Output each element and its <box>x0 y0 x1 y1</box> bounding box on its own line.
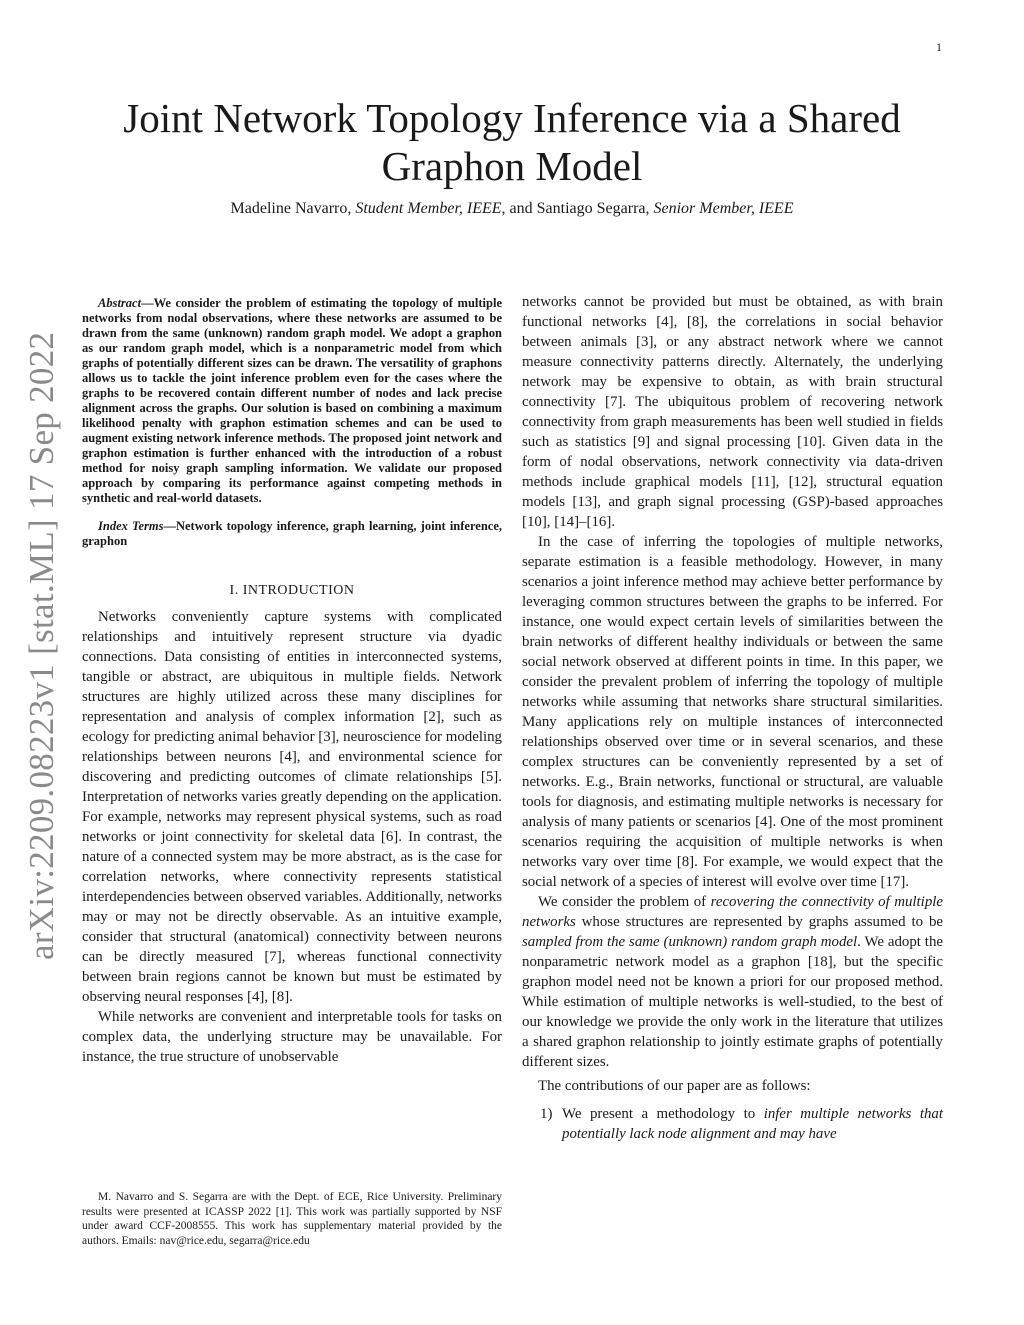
right-paragraph-2: In the case of inferring the topologies of multiple networks, separate estimation is a feasible methodology. However, in many scenarios a joint inference method may achieve better performance by leveraging common structures between the graphs to be inferred. For instance, one would expect certain levels of similarities between the brain networks of different healthy individuals or between the same social network observed at different points in time. In this paper, we consider the prevalent problem of inferring the topology of multiple networks while assuming that networks share structural similarities. Many applications rely on multiple instances of interconnected relationships observed over time or in several scenarios, and these complex structures can be conveniently represented by a set of networks. E.g., Brain networks, functional or structural, are valuable tools for diagnosis, and estimating multiple networks is necessary for analysis of many patients or scenarios [4]. One of the most prominent scenarios requiring the acquisition of multiple networks is when networks vary over time [8]. For example, we would expect that the social network of a species of interest will evolve over time [17]. <box>522 534 943 890</box>
contributions-intro: The contributions of our paper are as follows: <box>538 1078 811 1094</box>
list-emphasis: infer multiple networks that potentially lack node alignment and may have <box>562 1106 944 1142</box>
right-paragraph-3 <box>522 892 943 1072</box>
paper-title: Joint Network Topology Inference via a Shared Graphon Model <box>123 95 901 189</box>
index-terms-text: —Network topology inference, graph learning, joint inference, graphon <box>82 519 502 548</box>
index-terms <box>82 519 502 549</box>
author-1-role: Student Member, IEEE <box>355 200 502 217</box>
author-line <box>60 198 964 220</box>
intro-paragraph-1: Networks conveniently capture systems with complicated relationships and intuitively represent structure via dyadic connections. Data consisting of entities in interconnected systems, tangible or abstract, are ubiquitous in multiple fields. Network structures are highly utilized across these many disciplines for representation and analysis of complex information [2], such as ecology for predicting animal behavior [3], neuroscience for modeling relationships between neurons [4], and environmental science for discovering and predicting outcomes of climate relationships [5]. Interpretation of networks varies greatly depending on the application. For example, networks may represent physical systems, such as road networks or joint connectivity for skeletal data [6]. In contrast, the nature of a connected system may be more abstract, as is the case for correlation networks, where connectivity represents statistical interdependencies between observed variables. Additionally, networks may or may not be directly observable. As an intuitive example, consider that structural (anatomical) connectivity between neurons can be directly measured [7], whereas functional connectivity between brain regions cannot be known but must be estimated by observing neural responses [4], [8]. <box>82 609 502 1005</box>
right-paragraph-1: networks cannot be provided but must be obtained, as with brain functional networks [4], [8], the correlations in social behavior between animals [3], or any abstract network where we cannot measure connectivity patterns directly. Alternately, the underlying network may be expensive to obtain, as with brain structural connectivity [7]. The ubiquitous problem of recovering network connectivity from graph measurements has been well studied in fields such as statistics [9] and signal processing [10]. Given data in the form of nodal observations, network connectivity via data-driven methods include graphical models [11], [12], structural equation models [13], and graph signal processing (GSP)-based approaches [10], [14]–[16]. <box>522 294 943 530</box>
abstract-label: Abstract <box>98 296 142 310</box>
intro-paragraph-2: While networks are convenient and interpretable tools for tasks on complex data, the underlying structure may be unavailable. For instance, the true structure of unobservable <box>82 1009 502 1065</box>
list-marker: 1) <box>540 1106 553 1122</box>
list-text: We present a methodology to <box>562 1106 764 1122</box>
right-column <box>522 292 943 1144</box>
left-column <box>82 292 502 1067</box>
p3-emphasis-1: recovering the connectivity of multiple networks <box>522 894 944 930</box>
author-connector: , and Santiago Segarra, <box>501 200 650 217</box>
contribution-list-item <box>522 1104 943 1144</box>
p3-text-c: . We adopt the nonparametric network model as a graphon [18], but the specific graphon model need not be known a priori for our proposed method. While estimation of multiple networks is well-studied, to the best of our knowledge we provide the only work in the literature that utilizes a shared graphon relationship to jointly estimate graphs of potentially different sizes. <box>522 934 943 1070</box>
author-1-name: Madeline Navarro, <box>230 200 352 217</box>
arxiv-identifier-stamp: arXiv:2209.08223v1 [stat.ML] 17 Sep 2022 <box>22 331 61 960</box>
p3-text-b: whose structures are represented by graphs assumed to be <box>575 914 943 930</box>
section-heading-introduction: I. INTRODUCTION <box>229 583 355 598</box>
author-2-role: Senior Member, IEEE <box>653 200 794 217</box>
page-number: 1 <box>936 40 942 54</box>
p3-emphasis-2: sampled from the same (unknown) random graph model <box>522 934 858 950</box>
abstract-text: —We consider the problem of estimating the topology of multiple networks from nodal observations, where these networks are assumed to be drawn from the same (unknown) random graph model. We adopt a graphon as our random graph model, which is a nonparametric model from which graphs of potentially different sizes can be drawn. The versatility of graphons allows us to tackle the joint inference problem even for the cases where the graphs to be recovered contain different number of nodes and lack precise alignment across the graphs. Our solution is based on combining a maximum likelihood penalty with graphon estimation schemes and can be used to augment existing network inference methods. The proposed joint network and graphon estimation is further enhanced with the introduction of a robust method for noisy graph sampling information. We validate our proposed approach by comparing its performance against competing methods in synthetic and real-world datasets. <box>82 296 502 505</box>
abstract <box>82 296 502 506</box>
index-terms-label: Index Terms <box>98 519 164 533</box>
p3-text-a: We consider the problem of <box>538 894 711 910</box>
author-affiliation-footnote: M. Navarro and S. Segarra are with the Dept. of ECE, Rice University. Preliminary results were presented at ICASSP 2022 [1]. This work was partially supported by NSF under award CCF-2008555. This work has supplementary material provided by the authors. Emails: nav@rice.edu, segarra@rice.edu <box>82 1191 502 1247</box>
